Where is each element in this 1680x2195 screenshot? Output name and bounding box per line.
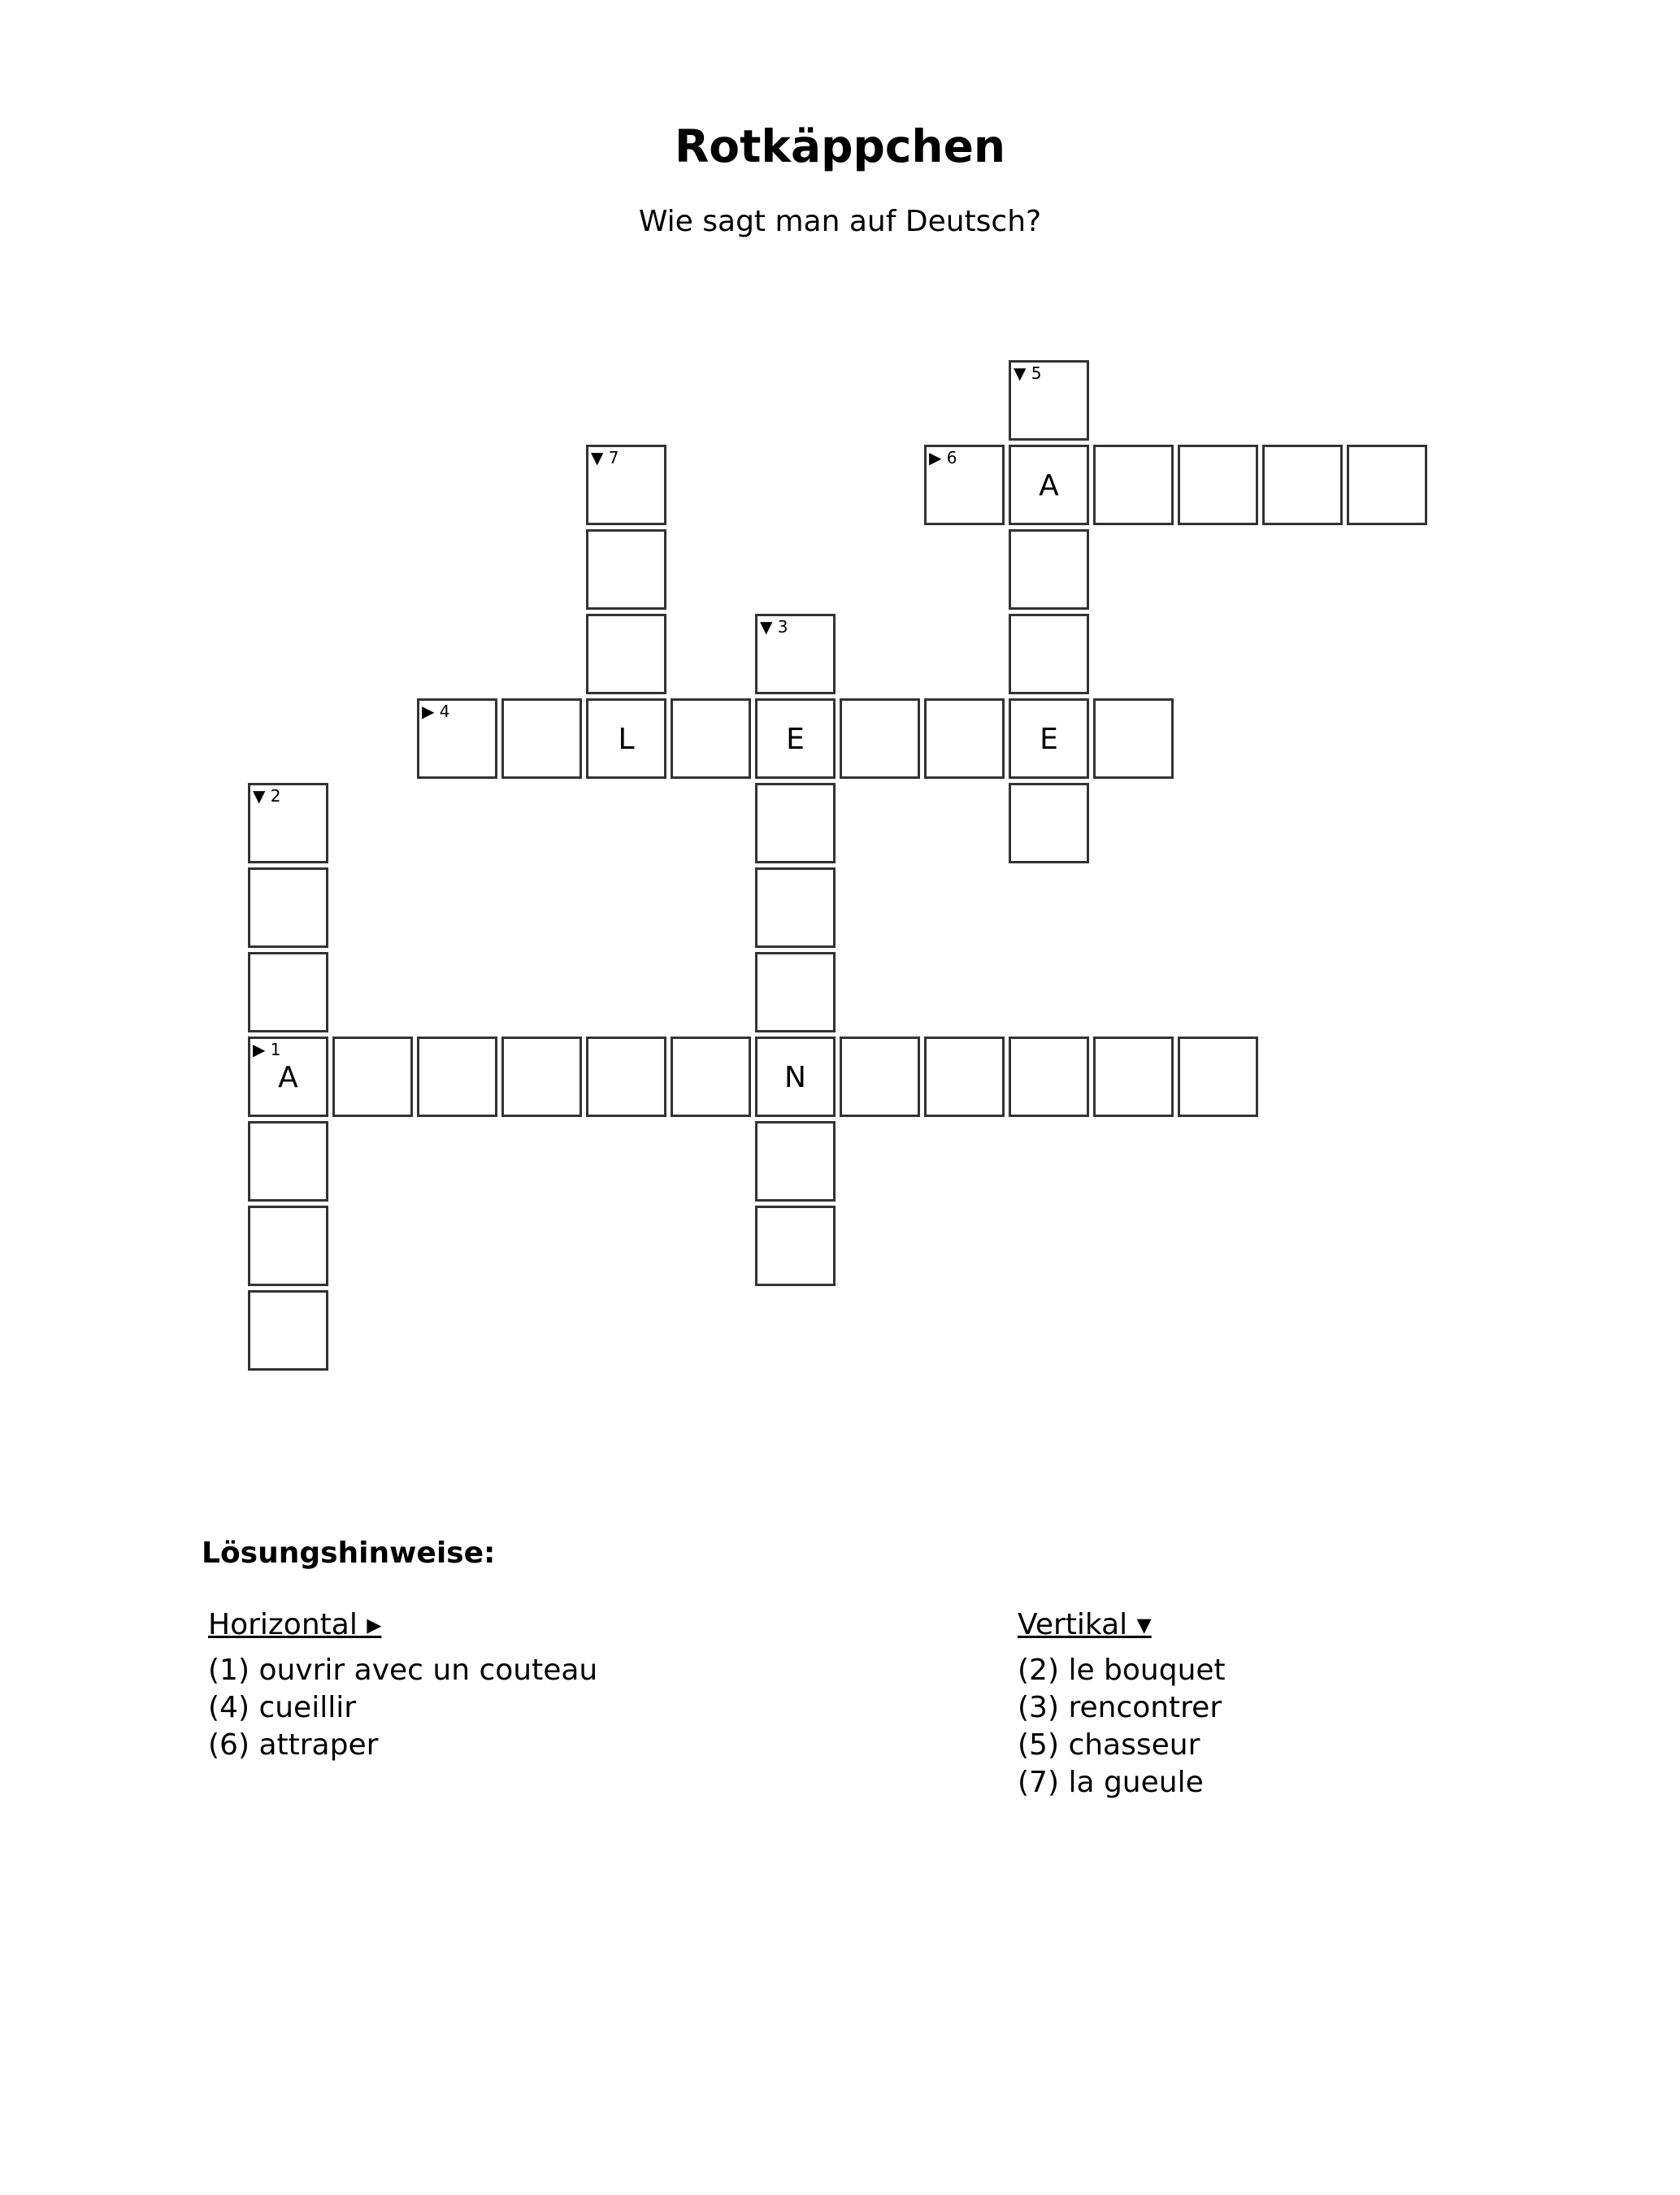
grid-cell[interactable] — [248, 1206, 328, 1286]
grid-cell[interactable] — [755, 1206, 836, 1286]
grid-cell[interactable] — [417, 698, 497, 779]
clue-item: (5) chasseur — [1018, 1728, 1200, 1762]
grid-cell[interactable] — [248, 952, 328, 1032]
grid-cell[interactable] — [417, 1037, 497, 1117]
grid-cell[interactable] — [586, 445, 666, 525]
grid-cell[interactable] — [1093, 1037, 1174, 1117]
grid-cell[interactable] — [1178, 1037, 1258, 1117]
clue-number: ▶ 4 — [422, 702, 450, 721]
cell-letter: N — [784, 1061, 806, 1094]
grid-cell[interactable] — [1009, 529, 1089, 610]
grid-cell[interactable] — [1009, 1037, 1089, 1117]
clue-number: ▼ 7 — [591, 448, 619, 467]
clue-item: (3) rencontrer — [1018, 1691, 1222, 1724]
grid-cell[interactable] — [755, 1037, 836, 1117]
grid-cell[interactable] — [501, 698, 582, 779]
grid-cell[interactable] — [755, 614, 836, 694]
grid-cell[interactable] — [1009, 614, 1089, 694]
clue-number: ▼ 3 — [760, 617, 788, 637]
grid-cell[interactable] — [586, 529, 666, 610]
grid-cell[interactable] — [924, 1037, 1005, 1117]
grid-cell[interactable] — [1009, 445, 1089, 525]
grid-cell[interactable] — [1347, 445, 1427, 525]
hints-heading: Lösungshinweise: — [202, 1536, 496, 1570]
grid-cell[interactable] — [586, 1037, 666, 1117]
clue-number: ▶ 1 — [253, 1040, 281, 1059]
grid-cell[interactable] — [755, 867, 836, 948]
grid-cell[interactable] — [248, 783, 328, 863]
grid-cell[interactable] — [1093, 698, 1174, 779]
clue-item: (6) attraper — [208, 1728, 379, 1762]
grid-cell[interactable] — [671, 1037, 751, 1117]
grid-cell[interactable] — [1262, 445, 1343, 525]
cell-letter: E — [1040, 723, 1058, 756]
cell-letter: A — [278, 1061, 298, 1094]
clue-item: (2) le bouquet — [1018, 1654, 1226, 1687]
clue-item: (4) cueillir — [208, 1691, 357, 1724]
clue-item: (7) la gueule — [1018, 1766, 1204, 1799]
grid-cell[interactable] — [248, 1121, 328, 1202]
grid-cell[interactable] — [248, 1290, 328, 1371]
grid-cell[interactable] — [755, 952, 836, 1032]
grid-cell[interactable] — [755, 783, 836, 863]
grid-cell[interactable] — [248, 867, 328, 948]
horizontal-clues-heading: Horizontal ▸ — [208, 1608, 382, 1641]
grid-cell[interactable] — [1178, 445, 1258, 525]
grid-cell[interactable] — [755, 698, 836, 779]
grid-cell[interactable] — [1009, 360, 1089, 441]
vertical-clues-heading: Vertikal ▾ — [1018, 1608, 1152, 1641]
grid-cell[interactable] — [924, 445, 1005, 525]
cell-letter: E — [786, 723, 805, 756]
clue-number: ▶ 6 — [929, 448, 957, 467]
grid-cell[interactable] — [1093, 445, 1174, 525]
grid-cell[interactable] — [840, 698, 920, 779]
grid-cell[interactable] — [248, 1037, 328, 1117]
horizontal-clues-list — [208, 1652, 597, 1764]
cell-letter: A — [1039, 469, 1059, 502]
clue-item: (1) ouvrir avec un couteau — [208, 1654, 598, 1687]
page-subtitle: Wie sagt man auf Deutsch? — [638, 205, 1042, 238]
page-title: Rotkäppchen — [674, 120, 1006, 172]
vertical-clues-list — [1018, 1652, 1226, 1802]
grid-cell[interactable] — [924, 698, 1005, 779]
grid-cell[interactable] — [840, 1037, 920, 1117]
grid-cell[interactable] — [332, 1037, 413, 1117]
grid-cell[interactable] — [1009, 698, 1089, 779]
grid-cell[interactable] — [671, 698, 751, 779]
grid-cell[interactable] — [755, 1121, 836, 1202]
cell-letter: L — [618, 723, 635, 756]
grid-cell[interactable] — [586, 614, 666, 694]
clue-number: ▼ 2 — [253, 786, 281, 806]
grid-cell[interactable] — [586, 698, 666, 779]
clue-number: ▼ 5 — [1014, 363, 1042, 383]
grid-cell[interactable] — [501, 1037, 582, 1117]
grid-cell[interactable] — [1009, 783, 1089, 863]
